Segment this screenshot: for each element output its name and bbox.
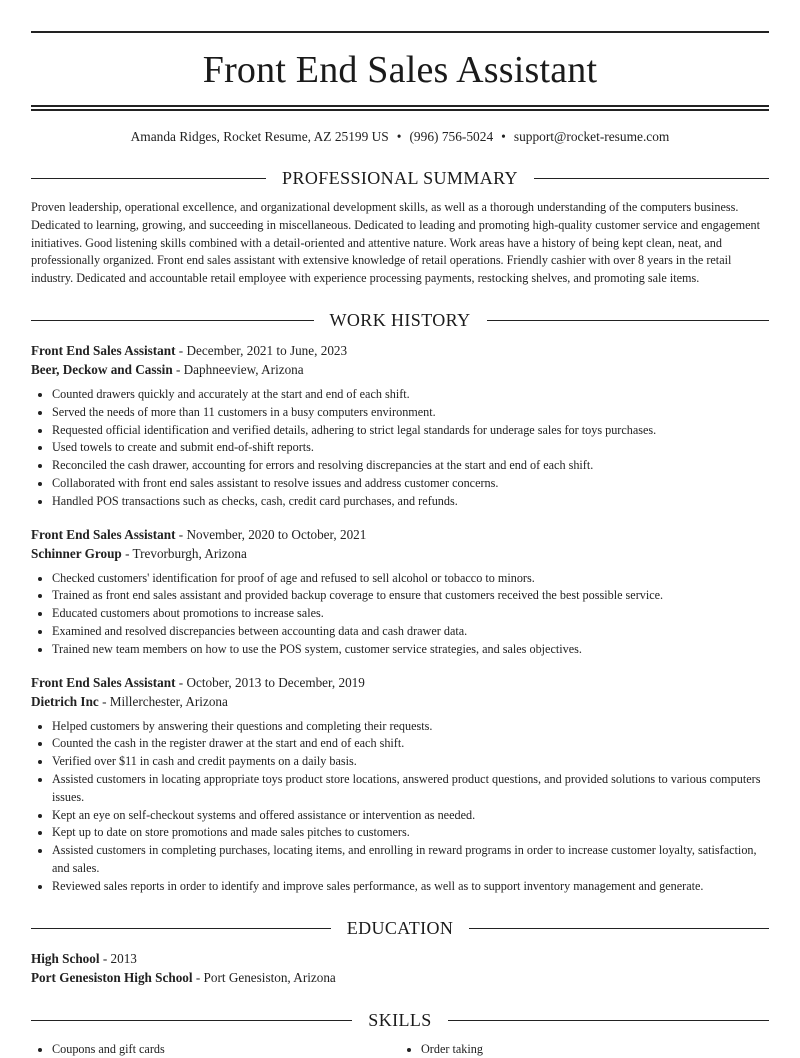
- job-location: - Daphneeview, Arizona: [172, 362, 304, 378]
- job-location: - Millerchester, Arizona: [98, 694, 228, 710]
- job-dates: - December, 2021 to June, 2023: [175, 342, 348, 358]
- list-item: • Helped customers by answering their questions and completing their requests.: [52, 718, 769, 736]
- resume-page: [31, 0, 769, 1058]
- section-divider: [469, 928, 769, 929]
- list-item: • Trained new team members on how to use the POS system, customer service strategies, and sales objectives.: [52, 641, 769, 659]
- list-item: • Reconciled the cash drawer, accounting for errors and resolving discrepancies at the start and end of each shift.: [52, 457, 769, 475]
- list-item: • Trained as front end sales assistant and provided backup coverage to ensure that customers received the best possible service.: [52, 587, 769, 605]
- job-company: Schinner Group: [31, 546, 122, 562]
- job-bullets: [31, 386, 769, 511]
- list-item: • Handled POS transactions such as checks, cash, credit card purchases, and refunds.: [52, 493, 769, 511]
- list-item: • Counted the cash in the register drawer at the start and end of each shift.: [52, 735, 769, 753]
- education-location: - Port Genesiston, Arizona: [192, 970, 336, 986]
- section-divider: [31, 928, 331, 929]
- job-title-line: [31, 341, 769, 361]
- job-title-line: [31, 525, 769, 545]
- job-company-line: [31, 544, 769, 564]
- skills-column-left: [31, 1041, 400, 1058]
- list-item: • Kept an eye on self-checkout systems and offered assistance or intervention as needed.: [52, 807, 769, 825]
- section-title: WORK HISTORY: [329, 309, 471, 330]
- job-title-line: [31, 673, 769, 693]
- contact-address: Amanda Ridges, Rocket Resume, AZ 25199 US: [130, 129, 389, 144]
- list-item: • Verified over $11 in cash and credit payments on a daily basis.: [52, 753, 769, 771]
- contact-separator: •: [501, 129, 506, 144]
- list-item: • Collaborated with front end sales assistant to resolve issues and address customer concerns.: [52, 475, 769, 493]
- section-divider: [31, 1020, 352, 1021]
- list-item: • Served the needs of more than 11 customers in a busy computers environment.: [52, 404, 769, 422]
- education-school-line: [31, 968, 769, 988]
- work-history: [31, 341, 769, 896]
- skill-item: • Coupons and gift cards: [52, 1041, 400, 1058]
- job-company: Dietrich Inc: [31, 694, 99, 710]
- job-role: Front End Sales Assistant: [31, 342, 176, 358]
- resume-title: Front End Sales Assistant: [202, 49, 598, 91]
- job-entry: [31, 673, 769, 896]
- list-item: • Assisted customers in completing purchases, locating items, and enrolling in reward programs in order to increase customer loyalty, satisfaction, and sales.: [52, 842, 769, 878]
- education-school: Port Genesiston High School: [31, 970, 193, 986]
- job-entry: [31, 341, 769, 511]
- section-title: PROFESSIONAL SUMMARY: [282, 168, 518, 188]
- education-entry: [31, 949, 769, 988]
- top-rule: [31, 31, 769, 33]
- section-header-education: [31, 918, 769, 939]
- section-header-summary: [31, 168, 769, 189]
- section-header-skills: [31, 1010, 769, 1031]
- list-item: • Examined and resolved discrepancies between accounting data and cash drawer data.: [52, 623, 769, 641]
- contact-email: support@rocket-resume.com: [513, 129, 670, 144]
- job-dates: - October, 2013 to December, 2019: [175, 674, 365, 690]
- skills-column-right: [400, 1041, 769, 1058]
- job-role: Front End Sales Assistant: [31, 526, 176, 542]
- education-degree: High School: [31, 950, 100, 966]
- summary-text: Proven leadership, operational excellence, and organizational development skills, as well as a thorough understanding of the computers business. Dedicated to learning, growing, and succeeding in miscellaneous. Dedicated to leading and promoting high-quality customer service and engagement initiatives. Good listening skills combined with a detail-oriented and attentive nature. Work areas have a history of being kept clean, neat, and professionally organized. Front end sales assistant with extensive knowledge of retail operations. Friendly cashier with over 8 years in the retail industry. Dedicated and accountable retail employee with experience processing payments, restocking shelves, and promoting sale items.: [31, 200, 760, 286]
- section-divider: [31, 320, 314, 321]
- section-divider: [487, 320, 770, 321]
- job-location: - Trevorburgh, Arizona: [121, 546, 247, 562]
- section-header-work: [31, 310, 769, 331]
- list-item: • Assisted customers in locating appropriate toys product store locations, answered product questions, and provided solutions to various computers issues.: [52, 771, 769, 807]
- job-bullets: [31, 570, 769, 659]
- section-divider: [448, 1020, 769, 1021]
- contact-phone: (996) 756-5024: [409, 129, 494, 144]
- job-company: Beer, Deckow and Cassin: [31, 362, 173, 378]
- list-item: • Checked customers' identification for proof of age and refused to sell alcohol or tobacco to minors.: [52, 570, 769, 588]
- job-role: Front End Sales Assistant: [31, 674, 176, 690]
- job-company-line: [31, 360, 769, 380]
- section-divider: [534, 178, 769, 179]
- job-dates: - November, 2020 to October, 2021: [175, 526, 367, 542]
- list-item: • Used towels to create and submit end-of-shift reports.: [52, 439, 769, 457]
- section-title: SKILLS: [368, 1009, 432, 1030]
- education-degree-line: [31, 949, 769, 969]
- title-double-rule: [31, 105, 769, 111]
- job-entry: [31, 525, 769, 659]
- contact-separator: •: [396, 129, 402, 144]
- list-item: • Counted drawers quickly and accurately at the start and end of each shift.: [52, 386, 769, 404]
- job-company-line: [31, 692, 769, 712]
- job-bullets: [31, 718, 769, 896]
- education-year: - 2013: [99, 950, 137, 966]
- contact-line: [31, 128, 769, 146]
- skills-list: [31, 1041, 769, 1058]
- skill-item: • Order taking: [421, 1041, 769, 1058]
- section-title: EDUCATION: [346, 917, 454, 938]
- list-item: • Kept up to date on store promotions and made sales pitches to customers.: [52, 824, 769, 842]
- section-divider: [31, 178, 266, 179]
- list-item: • Requested official identification and verified details, adhering to strict legal standards for underage sales for toys purchases.: [52, 422, 769, 440]
- list-item: • Educated customers about promotions to increase sales.: [52, 605, 769, 623]
- list-item: • Reviewed sales reports in order to identify and improve sales performance, as well as to support inventory management and generate.: [52, 878, 769, 896]
